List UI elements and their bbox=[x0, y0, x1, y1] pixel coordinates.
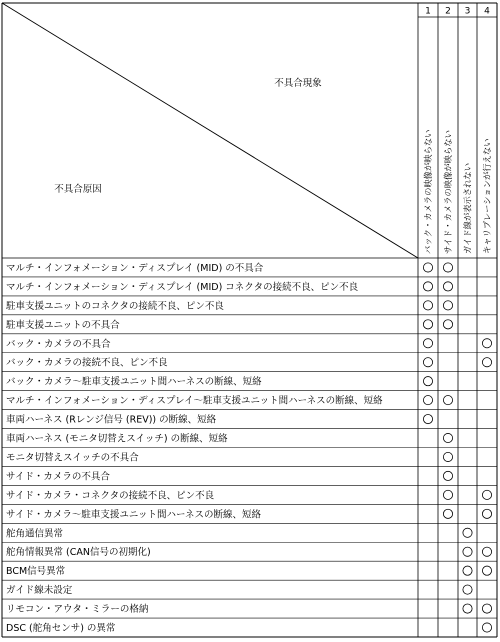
cause-cell: 駐車支援ユニットのコネクタの接続不良、ピン不良 bbox=[6, 300, 224, 312]
column-number-2: 2 bbox=[445, 6, 451, 17]
cause-cell: サイド・カメラ～駐車支援ユニット間ハーネスの断線、短絡 bbox=[6, 509, 261, 521]
column-label-2: サイド・カメラの映像が映らない bbox=[443, 130, 453, 254]
cause-cell: 駐車支援ユニットの不具合 bbox=[6, 319, 120, 331]
cause-cell: DSC (舵角センサ) の異常 bbox=[6, 623, 116, 635]
cause-cell: BCM信号異常 bbox=[6, 566, 66, 578]
column-number-3: 3 bbox=[464, 6, 471, 17]
cause-cell: マルチ・インフォメーション・ディスプレイ (MID) コネクタの接続不良、ピン不良 bbox=[6, 281, 359, 293]
cause-cell: 舵角情報異常 (CAN信号の初期化) bbox=[6, 547, 151, 559]
column-label-4: キャリブレーションが行えない bbox=[482, 138, 492, 254]
cause-cell: バック・カメラの不具合 bbox=[6, 338, 111, 350]
cause-cell: バック・カメラの接続不良、ピン不良 bbox=[6, 357, 168, 369]
column-label-3: ガイド線が表示されない bbox=[462, 162, 473, 254]
column-number-1: 1 bbox=[425, 6, 431, 17]
cause-cell: 舵角通信異常 bbox=[6, 528, 64, 540]
cause-cell: マルチ・インフォメーション・ディスプレイ～駐車支援ユニット間ハーネスの断線、短絡 bbox=[6, 395, 383, 407]
symptom-header-label: 不具合現象 bbox=[274, 78, 322, 89]
cause-header-label: 不具合原因 bbox=[54, 184, 102, 195]
column-number-4: 4 bbox=[484, 6, 490, 17]
cause-cell: サイド・カメラの不具合 bbox=[6, 471, 110, 483]
cause-cell: マルチ・インフォメーション・ディスプレイ (MID) の不具合 bbox=[6, 262, 264, 274]
cause-cell: モニタ切替えスイッチの不具合 bbox=[6, 452, 139, 464]
cause-cell: 車両ハーネス (Rレンジ信号 (REV)) の断線、短絡 bbox=[6, 414, 217, 426]
cause-cell: 車両ハーネス (モニタ切替えスイッチ) の断線、短絡 bbox=[6, 433, 228, 445]
cause-cell: バック・カメラ～駐車支援ユニット間ハーネスの断線、短絡 bbox=[6, 376, 262, 388]
cause-cell: リモコン・アウタ・ミラーの格納 bbox=[6, 604, 149, 616]
cause-cell: ガイド線未設定 bbox=[6, 585, 73, 597]
column-label-1: バック・カメラの映像が映らない bbox=[423, 129, 433, 254]
cause-cell: サイド・カメラ・コネクタの接続不良、ピン不良 bbox=[6, 490, 215, 502]
